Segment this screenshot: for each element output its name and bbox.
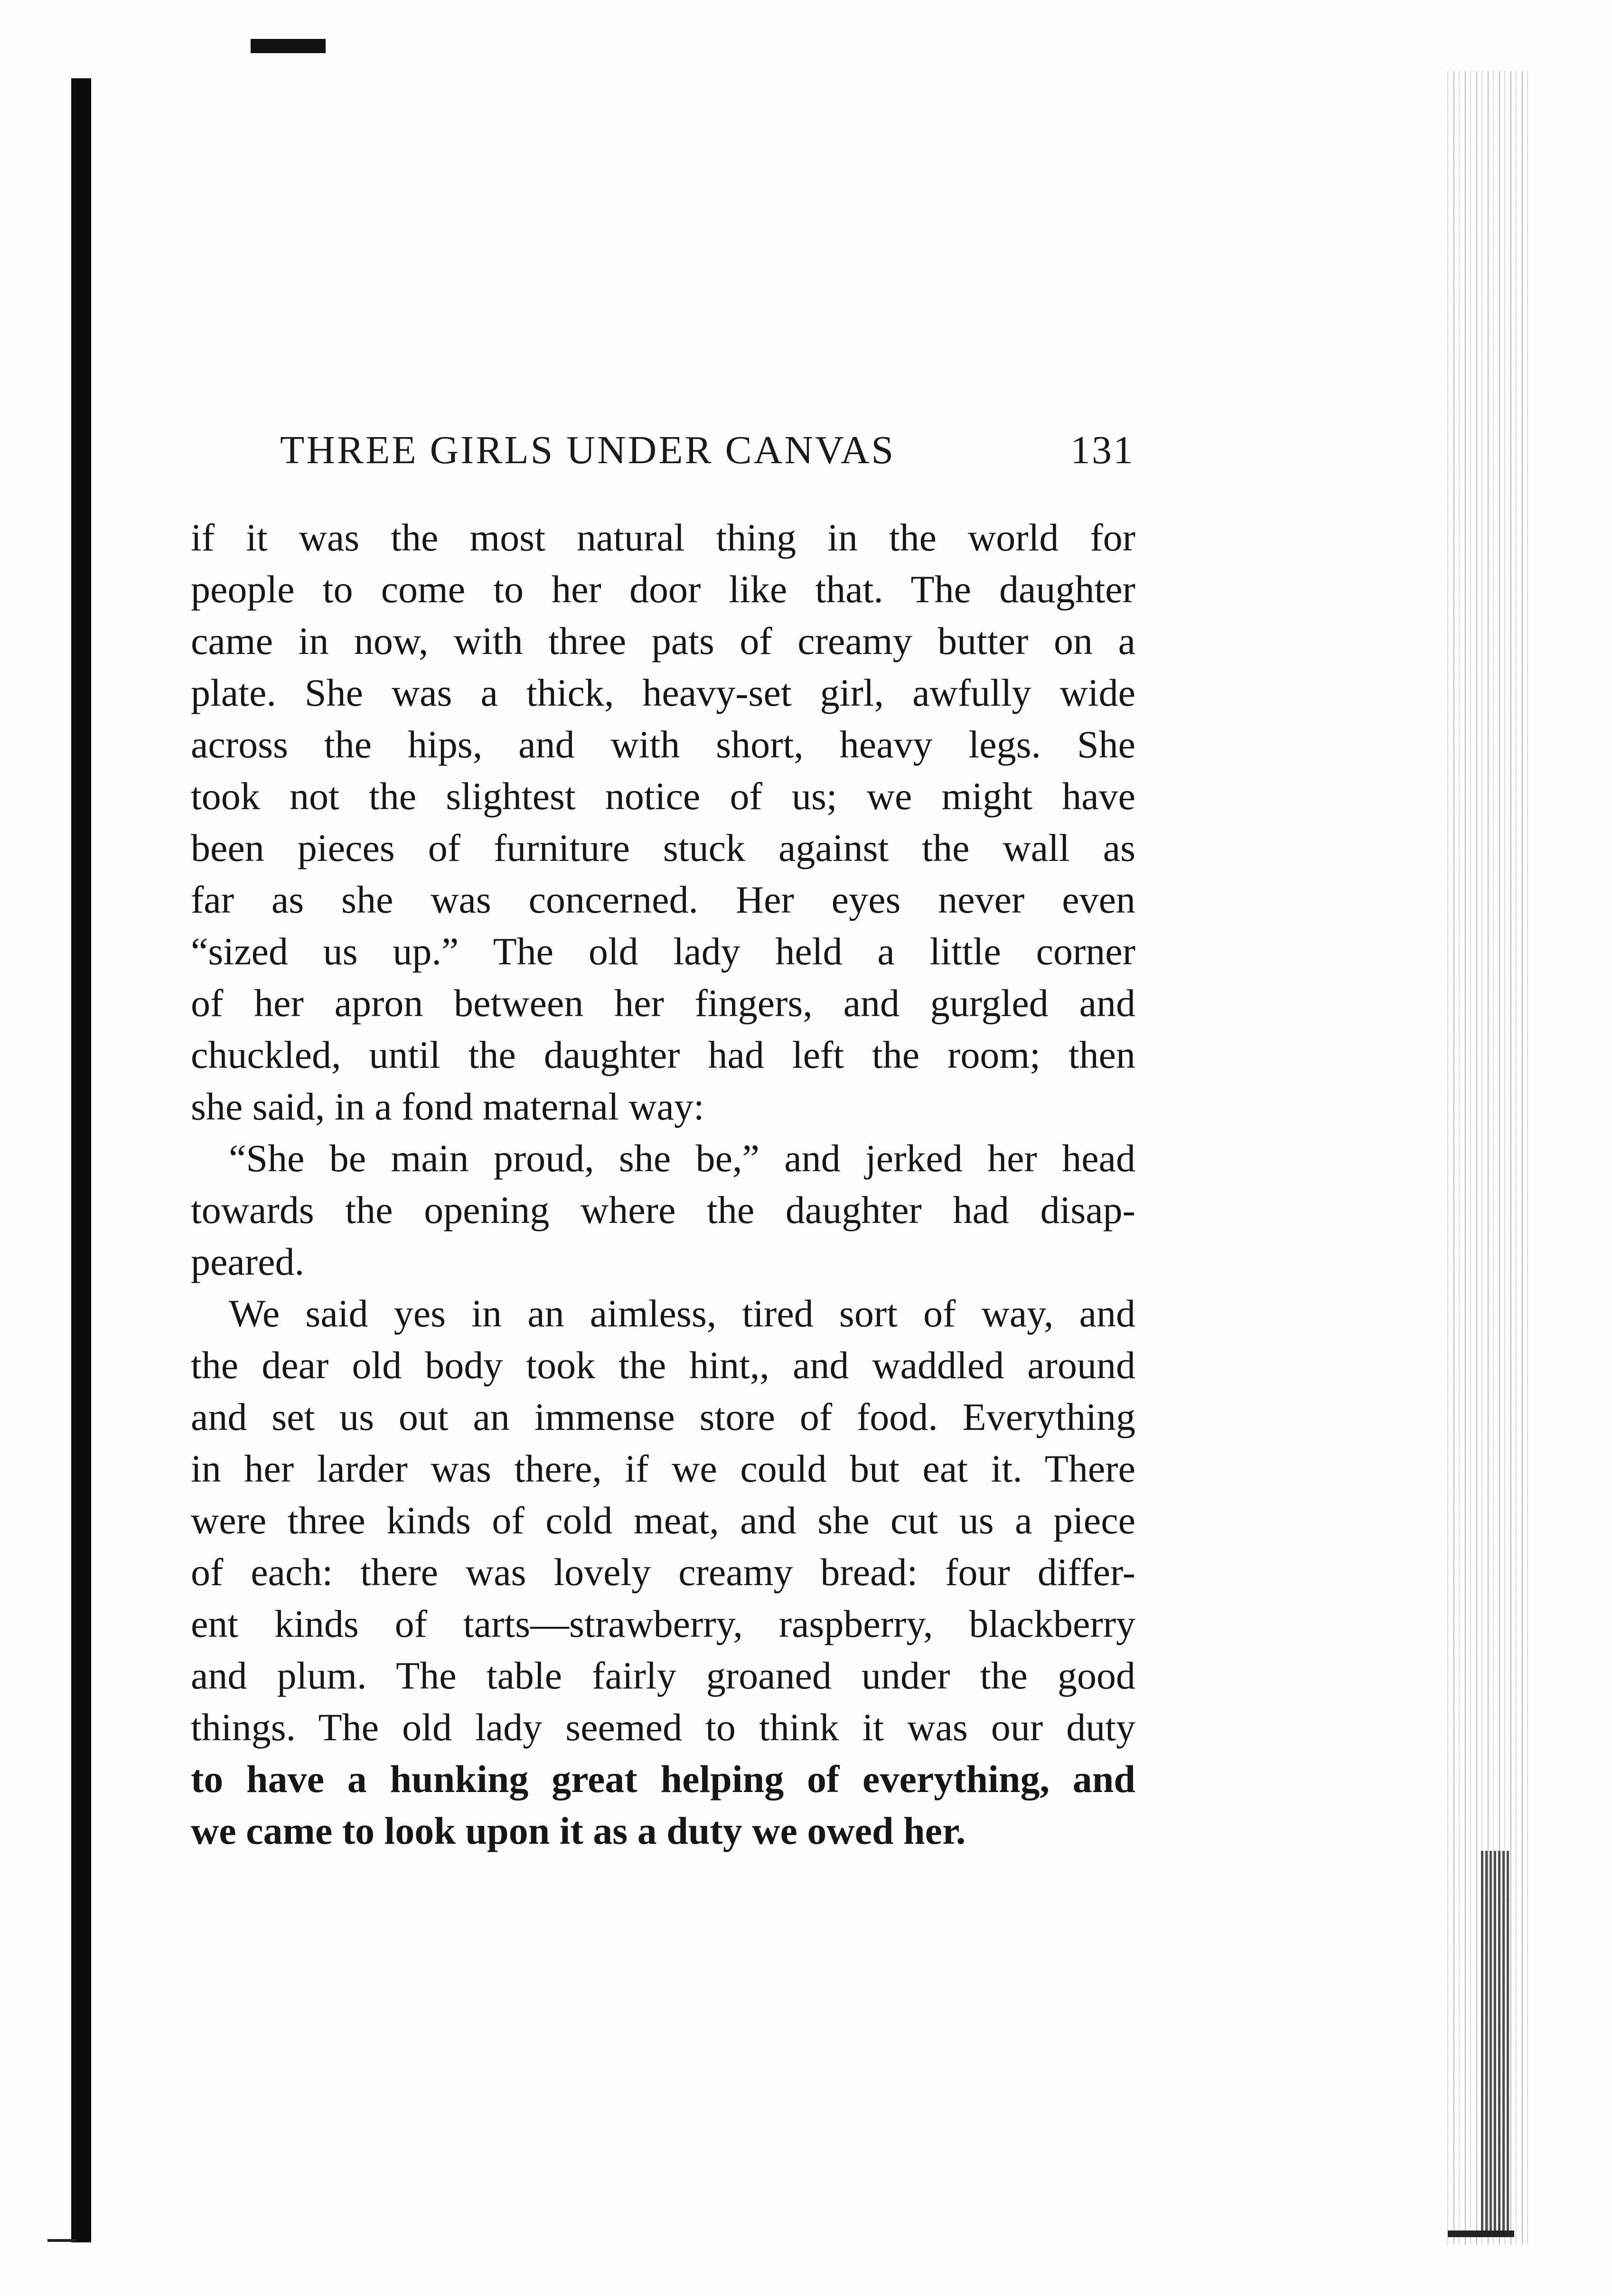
text-line: of her apron between her fingers, and gurgled and bbox=[191, 981, 1135, 1025]
top-ink-mark bbox=[251, 39, 326, 53]
text-line: ent kinds of tarts—strawberry, raspberry, blackberry bbox=[191, 1602, 1135, 1645]
text-line: peared. bbox=[191, 1240, 304, 1283]
page-edge-artifact-dark bbox=[1481, 1851, 1509, 2231]
text-line: if it was the most natural thing in the world for bbox=[191, 516, 1135, 559]
text-line: across the hips, and with short, heavy legs. She bbox=[191, 723, 1135, 766]
text-line: in her larder was there, if we could but eat it. There bbox=[191, 1447, 1135, 1490]
page-number: 131 bbox=[1070, 428, 1134, 472]
text-line: “She be main proud, she be,” and jerked her head bbox=[229, 1137, 1135, 1180]
text-line: towards the opening where the daughter had disap- bbox=[191, 1188, 1135, 1232]
text-line: people to come to her door like that. The daughter bbox=[191, 568, 1135, 611]
text-line: plate. She was a thick, heavy-set girl, awfully wide bbox=[191, 671, 1135, 714]
running-head-title: THREE GIRLS UNDER CANVAS bbox=[280, 428, 896, 472]
page-edge-bottom-mark bbox=[1448, 2231, 1514, 2237]
text-line: far as she was concerned. Her eyes never even bbox=[191, 878, 1135, 921]
text-line: chuckled, until the daughter had left the room; then bbox=[191, 1033, 1135, 1076]
text-line: took not the slightest notice of us; we might have bbox=[191, 775, 1135, 818]
binding-edge-rule bbox=[71, 78, 91, 2242]
text-line: “sized us up.” The old lady held a little corner bbox=[191, 930, 1135, 973]
text-line: we came to look upon it as a duty we owed her. bbox=[191, 1809, 966, 1852]
text-line: of each: there was lovely creamy bread: four differ- bbox=[191, 1550, 1135, 1594]
bottom-left-mark bbox=[47, 2239, 76, 2242]
text-line: she said, in a fond maternal way: bbox=[191, 1085, 704, 1128]
text-line: the dear old body took the hint,, and waddled around bbox=[191, 1344, 1135, 1387]
text-line: and plum. The table fairly groaned under the good bbox=[191, 1654, 1135, 1697]
text-line: to have a hunking great helping of everything, and bbox=[191, 1757, 1135, 1801]
text-line: were three kinds of cold meat, and she cut us a piece bbox=[191, 1499, 1135, 1542]
text-line: and set us out an immense store of food. Everything bbox=[191, 1395, 1135, 1438]
text-line: things. The old lady seemed to think it was our duty bbox=[191, 1706, 1135, 1749]
text-line: came in now, with three pats of creamy butter on a bbox=[191, 619, 1135, 663]
text-line: We said yes in an aimless, tired sort of way, and bbox=[229, 1292, 1135, 1335]
body-text bbox=[191, 512, 1135, 1857]
text-line: been pieces of furniture stuck against the wall as bbox=[191, 826, 1135, 869]
running-head bbox=[280, 427, 1134, 479]
